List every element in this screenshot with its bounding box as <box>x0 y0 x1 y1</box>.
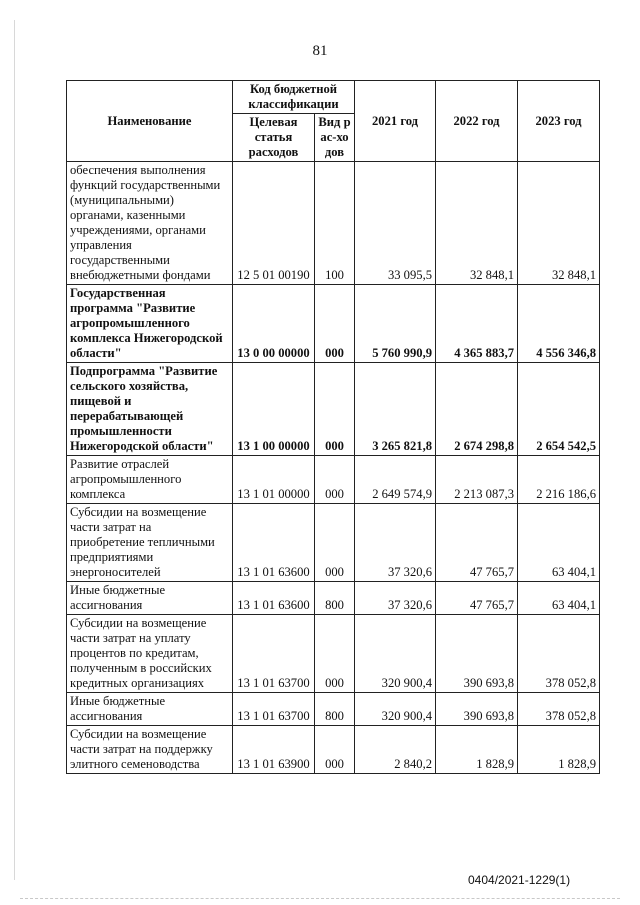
table-row <box>67 615 600 693</box>
row-name: обеспечения выполнения функций государственными (муниципальными) органами, казенными учреждениями, органами управления государственными внебюджетными фондами <box>67 162 233 285</box>
row-2021: 33 095,5 <box>355 162 436 285</box>
row-name: Государственная программа "Развитие агропромышленного комплекса Нижегородской области" <box>67 285 233 363</box>
row-2023: 63 404,1 <box>518 504 600 582</box>
row-kind: 800 <box>315 582 355 615</box>
scan-edge <box>14 20 15 880</box>
row-2022: 2 674 298,8 <box>436 363 518 456</box>
row-2022: 390 693,8 <box>436 693 518 726</box>
row-2021: 2 649 574,9 <box>355 456 436 504</box>
table-row <box>67 162 600 285</box>
header-name: Наименование <box>67 81 233 162</box>
row-name: Иные бюджетные ассигнования <box>67 582 233 615</box>
row-name: Подпрограмма "Развитие сельского хозяйства, пищевой и перерабатывающей промышленности Нижегородской области" <box>67 363 233 456</box>
row-code: 13 1 01 63600 <box>233 504 315 582</box>
table-row <box>67 726 600 774</box>
row-2023: 4 556 346,8 <box>518 285 600 363</box>
page-number: 81 <box>312 43 328 59</box>
row-kind: 000 <box>315 726 355 774</box>
row-name: Развитие отраслей агропромышленного комплекса <box>67 456 233 504</box>
row-2023: 2 216 186,6 <box>518 456 600 504</box>
row-kind: 000 <box>315 504 355 582</box>
row-2023: 378 052,8 <box>518 693 600 726</box>
header-kind: Вид рас-ходов <box>315 114 355 162</box>
document-id: 0404/2021-1229(1) <box>468 873 571 887</box>
row-name: Субсидии на возмещение части затрат на уплату процентов по кредитам, полученным в российских кредитных организациях <box>67 615 233 693</box>
table-row <box>67 693 600 726</box>
table-row <box>67 504 600 582</box>
scan-bottom-edge <box>20 898 620 900</box>
row-kind: 000 <box>315 615 355 693</box>
row-2023: 1 828,9 <box>518 726 600 774</box>
row-name: Субсидии на возмещение части затрат на приобретение тепличными предприятиями энергоносителей <box>67 504 233 582</box>
table-row <box>67 456 600 504</box>
row-code: 13 1 01 63700 <box>233 615 315 693</box>
row-2022: 4 365 883,7 <box>436 285 518 363</box>
row-2023: 63 404,1 <box>518 582 600 615</box>
row-2022: 390 693,8 <box>436 615 518 693</box>
row-name: Субсидии на возмещение части затрат на поддержку элитного семеноводства <box>67 726 233 774</box>
row-2022: 32 848,1 <box>436 162 518 285</box>
row-kind: 000 <box>315 363 355 456</box>
header-2023: 2023 год <box>518 81 600 162</box>
table-row <box>67 582 600 615</box>
row-2021: 320 900,4 <box>355 615 436 693</box>
row-2021: 320 900,4 <box>355 693 436 726</box>
row-2021: 37 320,6 <box>355 582 436 615</box>
row-kind: 100 <box>315 162 355 285</box>
row-2021: 5 760 990,9 <box>355 285 436 363</box>
row-code: 12 5 01 00190 <box>233 162 315 285</box>
row-kind: 800 <box>315 693 355 726</box>
row-name: Иные бюджетные ассигнования <box>67 693 233 726</box>
table-row <box>67 363 600 456</box>
row-code: 13 1 00 00000 <box>233 363 315 456</box>
row-2021: 3 265 821,8 <box>355 363 436 456</box>
row-kind: 000 <box>315 285 355 363</box>
row-code: 13 1 01 63700 <box>233 693 315 726</box>
row-2023: 378 052,8 <box>518 615 600 693</box>
row-2022: 2 213 087,3 <box>436 456 518 504</box>
row-2022: 47 765,7 <box>436 582 518 615</box>
row-2023: 2 654 542,5 <box>518 363 600 456</box>
row-code: 13 0 00 00000 <box>233 285 315 363</box>
row-code: 13 1 01 63900 <box>233 726 315 774</box>
row-2021: 2 840,2 <box>355 726 436 774</box>
header-code-group: Код бюджетной классификации <box>233 81 355 114</box>
row-2022: 47 765,7 <box>436 504 518 582</box>
budget-table <box>66 80 600 774</box>
header-2021: 2021 год <box>355 81 436 162</box>
header-2022: 2022 год <box>436 81 518 162</box>
row-2023: 32 848,1 <box>518 162 600 285</box>
table-row <box>67 285 600 363</box>
row-2021: 37 320,6 <box>355 504 436 582</box>
row-code: 13 1 01 63600 <box>233 582 315 615</box>
header-target: Целевая статья расходов <box>233 114 315 162</box>
row-2022: 1 828,9 <box>436 726 518 774</box>
row-kind: 000 <box>315 456 355 504</box>
row-code: 13 1 01 00000 <box>233 456 315 504</box>
